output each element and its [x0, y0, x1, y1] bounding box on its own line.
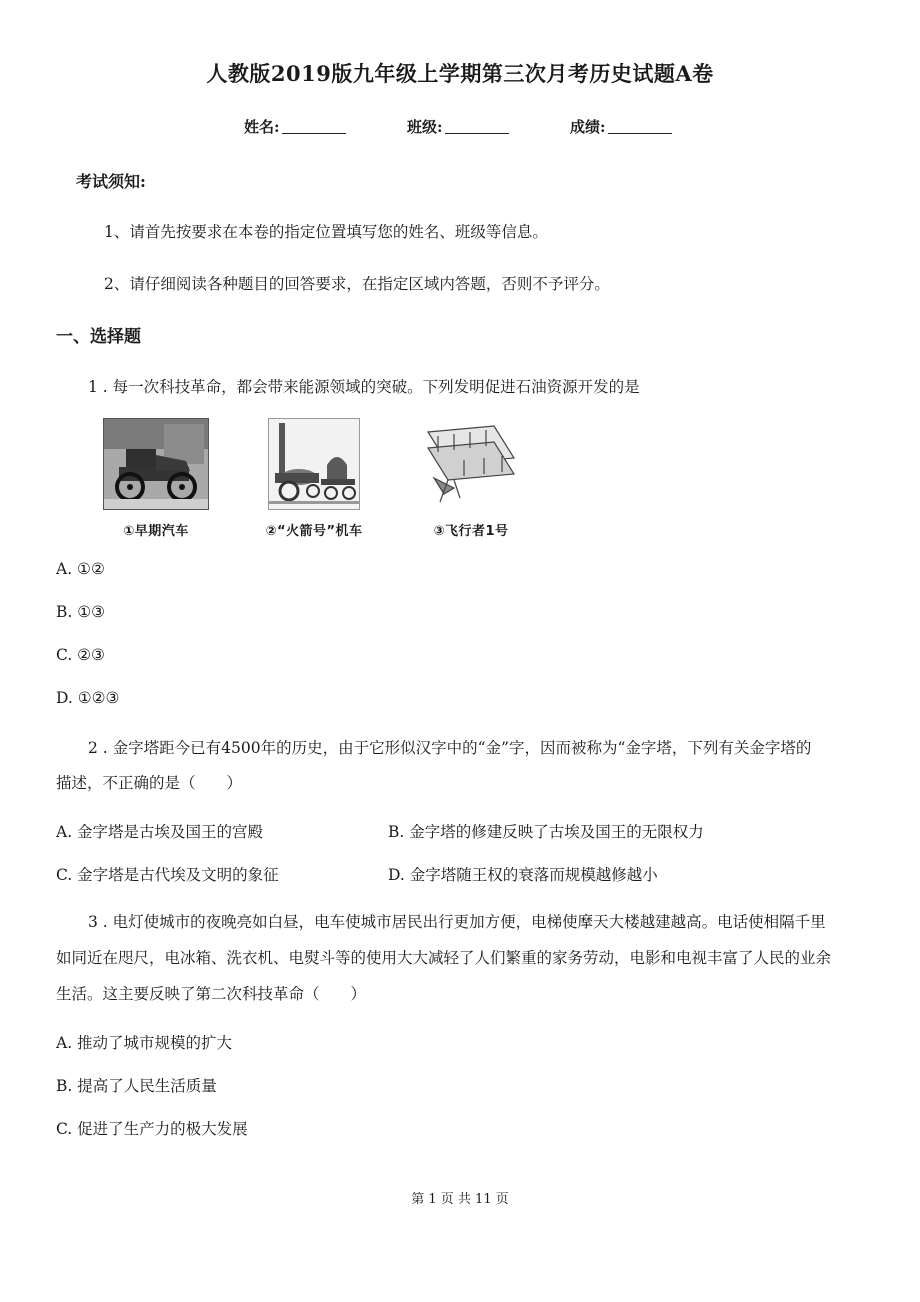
q1-option-c[interactable]: C. ②③ — [56, 646, 105, 664]
q2-option-b[interactable]: B. 金字塔的修建反映了古埃及国王的无限权力 — [388, 823, 704, 841]
score-blank[interactable] — [608, 119, 672, 134]
airplane-icon — [424, 418, 518, 510]
q2-option-a[interactable]: A. 金字塔是古埃及国王的宫殿 — [56, 823, 264, 841]
figure-airplane — [424, 418, 518, 539]
question-3-stem: 如同近在咫尺，电冰箱、洗衣机、电熨斗等的使用大大减轻了人们繁重的家务劳动，电影和电视丰富了人民的业余 — [56, 949, 832, 967]
exam-title: 人教版2019版九年级上学期第三次月考历史试题A卷 — [206, 61, 714, 86]
figure-caption: ②“火箭号”机车 — [265, 524, 363, 539]
section-heading: 一、选择题 — [56, 327, 141, 347]
question-1-stem: 1 . 每一次科技革命，都会带来能源领域的突破。下列发明促进石油资源开发的是 — [88, 378, 640, 396]
notice-item: 1、请首先按要求在本卷的指定位置填写您的姓名、班级等信息。 — [104, 223, 548, 241]
question-3-stem: 3 . 电灯使城市的夜晚亮如白昼，电车使城市居民出行更加方便，电梯使摩天大楼越建越高。电话使相隔千里 — [88, 913, 826, 931]
class-blank[interactable] — [445, 119, 509, 134]
name-label: 姓名: — [244, 118, 280, 136]
q1-option-d[interactable]: D. ①②③ — [56, 689, 120, 707]
class-label: 班级: — [407, 118, 443, 136]
q1-option-b[interactable]: B. ①③ — [56, 603, 106, 621]
question-2-stem: 2 . 金字塔距今已有4500年的历史，由于它形似汉字中的“金”字，因而被称为“金字塔，下列有关金字塔的 — [88, 739, 812, 757]
q2-option-c[interactable]: C. 金字塔是古代埃及文明的象征 — [56, 866, 279, 884]
q1-option-a[interactable]: A. ①② — [56, 560, 105, 578]
question-3-stem: 生活。这主要反映了第二次科技革命（ ） — [56, 985, 367, 1003]
figure-car — [103, 418, 209, 539]
name-blank[interactable] — [282, 119, 346, 134]
score-label: 成绩: — [570, 118, 606, 136]
q3-option-c[interactable]: C. 促进了生产力的极大发展 — [56, 1120, 248, 1138]
locomotive-icon — [268, 418, 360, 510]
figure-locomotive — [265, 418, 374, 539]
figure-caption: ①早期汽车 — [123, 524, 189, 539]
q3-option-b[interactable]: B. 提高了人民生活质量 — [56, 1077, 217, 1095]
question-2-stem: 描述，不正确的是（ ） — [56, 774, 243, 792]
notice-item: 2、请仔细阅读各种题目的回答要求，在指定区域内答题，否则不予评分。 — [104, 275, 610, 293]
car-icon — [103, 418, 209, 510]
score-field[interactable] — [570, 116, 672, 137]
name-field[interactable] — [244, 116, 346, 137]
notice-heading: 考试须知: — [76, 172, 146, 191]
figure-caption: ③飞行者1号 — [433, 524, 509, 539]
q2-option-d[interactable]: D. 金字塔随王权的衰落而规模越修越小 — [388, 866, 658, 884]
page-footer: 第 1 页 共 11 页 — [411, 1192, 509, 1207]
q3-option-a[interactable]: A. 推动了城市规模的扩大 — [56, 1034, 233, 1052]
class-field[interactable] — [407, 116, 509, 137]
